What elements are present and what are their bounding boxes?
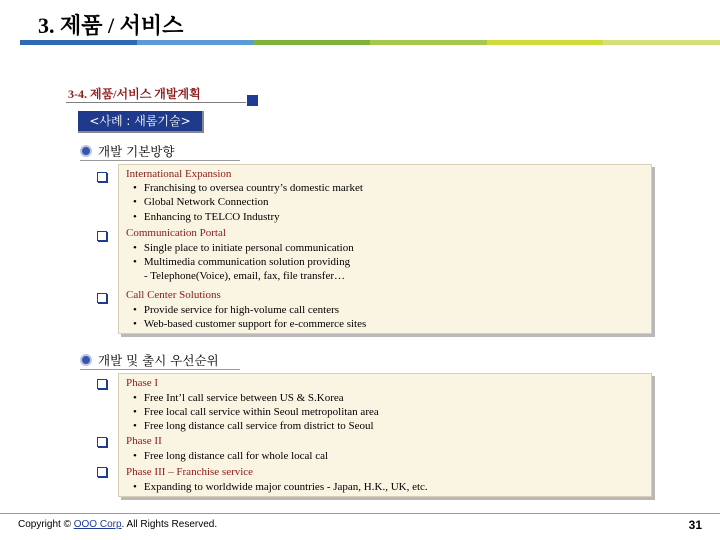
footer-divider — [0, 513, 720, 514]
copyright-prefix: Copyright © — [18, 519, 71, 530]
bullet-item: • Web-based customer support for e-commerce sites — [133, 317, 366, 331]
page-number: 31 — [688, 518, 702, 532]
subheading-divider — [80, 369, 240, 370]
subheading-release-priority — [80, 351, 219, 369]
section-heading: 3-4. 제품/서비스 개발계획 — [68, 87, 201, 101]
list-item-heading: International Expansion — [126, 168, 232, 180]
color-bar-segment — [370, 40, 487, 45]
bullet-item: • Free Int’l call service between US & S.Korea — [133, 391, 344, 405]
subheading-development-direction — [80, 142, 174, 160]
checkbox-square-icon — [97, 293, 107, 303]
list-item-heading: Phase II — [126, 435, 162, 447]
checkbox-square-icon — [97, 231, 107, 241]
bullet-item: • Provide service for high-volume call centers — [133, 303, 339, 317]
checkbox-square-icon — [97, 437, 107, 447]
development-direction-panel — [118, 164, 652, 334]
sub-bullet-item: - Telephone(Voice), email, fax, file transfer… — [144, 270, 346, 282]
footer-copyright — [18, 519, 217, 530]
title-color-bar — [20, 40, 720, 45]
subheading-label: 개발 기본방향 — [98, 144, 175, 159]
list-item-heading: Call Center Solutions — [126, 289, 221, 301]
list-item-heading: Phase III – Franchise service — [126, 466, 254, 478]
round-bullet-icon — [80, 354, 92, 366]
slide-title: 3. 제품 / 서비스 — [38, 13, 184, 38]
copyright-suffix: . All Rights Reserved. — [121, 519, 218, 530]
bullet-item: • Global Network Connection — [133, 195, 269, 209]
heading-square-marker — [247, 95, 258, 106]
color-bar-segment — [487, 40, 604, 45]
color-bar-segment — [20, 40, 137, 45]
color-bar-segment — [253, 40, 370, 45]
bullet-item: • Free long distance call for whole local cal — [133, 449, 328, 463]
subheading-label: 개발 및 출시 우선순위 — [98, 353, 219, 368]
checkbox-square-icon — [97, 172, 107, 182]
color-bar-segment — [137, 40, 254, 45]
release-priority-panel — [118, 373, 652, 497]
round-bullet-icon — [80, 145, 92, 157]
subheading-divider — [80, 160, 240, 161]
list-item-heading: Phase I — [126, 377, 159, 389]
brand-name: OOO Corp — [73, 519, 122, 530]
example-label-box: <사례 : 새롬기술> — [78, 111, 204, 133]
checkbox-square-icon — [97, 379, 107, 389]
bullet-item: • Enhancing to TELCO Industry — [133, 210, 280, 224]
bullet-item: • Free local call service within Seoul metropolitan area — [133, 405, 379, 419]
bullet-item: • Free long distance call service from district to Seoul — [133, 419, 374, 433]
list-item-heading: Communication Portal — [126, 227, 226, 239]
bullet-item: • Expanding to worldwide major countries - Japan, H.K., UK, etc. — [133, 480, 428, 494]
bullet-item: • Multimedia communication solution providing — [133, 255, 350, 269]
bullet-item: • Single place to initiate personal communication — [133, 241, 354, 255]
checkbox-square-icon — [97, 467, 107, 477]
color-bar-segment — [603, 40, 720, 45]
bullet-item: • Franchising to oversea country’s domestic market — [133, 181, 363, 195]
heading-divider — [66, 102, 246, 103]
